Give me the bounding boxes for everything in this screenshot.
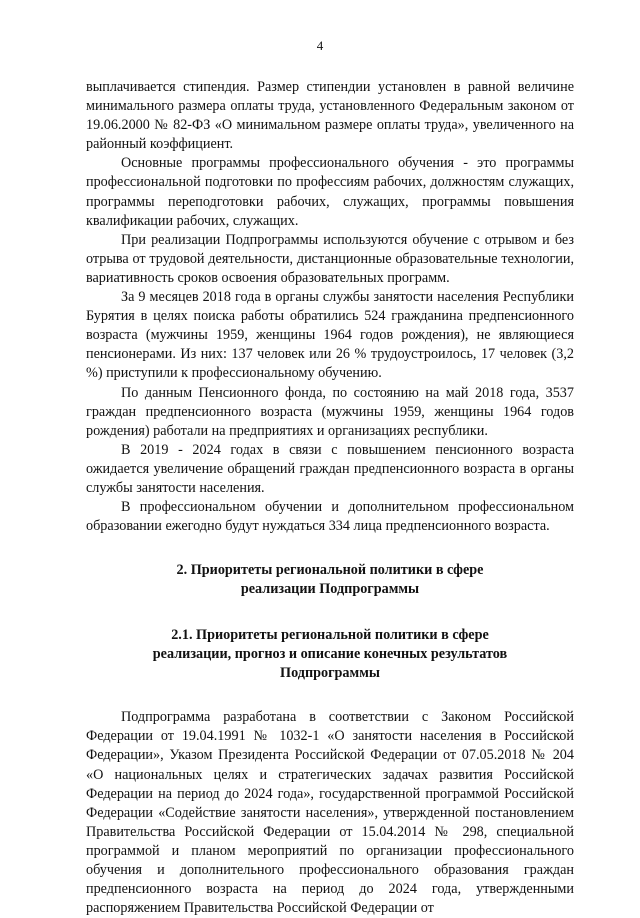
paragraph-training-demand: В профессиональном обучении и дополнительном профессиональном образовании ежегодно будут нуждаться 334 лица предпенсионного возраста. — [86, 499, 574, 535]
paragraph-employment-statistics: За 9 месяцев 2018 года в органы службы занятости населения Республики Бурятия в целях поиска работы обратились 524 гражданина предпенсионного возраста (мужчины 1959, женщины 1964 годов рождения), не являющиеся пенсионерами. Из них: 137 человек или 26 % трудоустроилось, 17 человек (3,2 %) приступили к профессиональному обучению. — [86, 289, 574, 382]
subsection-heading-line: Подпрограммы — [280, 665, 380, 682]
subsection-heading-line: реализации, прогноз и описание конечных результатов — [152, 646, 508, 663]
section-heading-line: 2. Приоритеты региональной политики в сфере — [176, 562, 484, 579]
page-content — [86, 78, 574, 918]
page-number: 4 — [316, 38, 324, 53]
paragraph-pension-fund-data: По данным Пенсионного фонда, по состоянию на май 2018 года, 3537 граждан предпенсионного возраста (мужчины 1959, женщины 1964 годов рождения) работали на предприятиях и организациях республики. — [86, 384, 574, 439]
section-heading-line: реализации Подпрограммы — [240, 581, 420, 598]
paragraph-training-programs: Основные программы профессионального обучения - это программы профессиональной подготовки по профессиям рабочих, должностям служащих, программы переподготовки рабочих, служащих, программы повышения квалификации рабочих, служащих. — [86, 155, 574, 229]
section-heading — [86, 561, 574, 599]
subsection-heading — [86, 626, 574, 683]
paragraph-legal-basis: Подпрограмма разработана в соответствии с Законом Российской Федерации от 19.04.1991 № 1032-1 «О занятости населения в Российской Федерации», Указом Президента Российской Федерации от 07.05.2018 № 204 «О национальных целях и стратегических задачах развития Российской Федерации на период до 2024 года», государственной программой Российской Федерации «Содействие занятости населения», утвержденной постановлением Правительства Российской Федерации от 15.04.2014 № 298, специальной программой и планом мероприятий по организации профессионального обучения и дополнительного профессионального образования граждан предпенсионного возраста на период до 2024 года, утвержденными распоряжением Правительства Российской Федерации от — [86, 709, 574, 917]
subsection-heading-line: 2.1. Приоритеты региональной политики в сфере — [171, 627, 489, 644]
paragraph-stipend: выплачивается стипендия. Размер стипендии установлен в равной величине минимального размера оплаты труда, установленного Федеральным законом от 19.06.2000 № 82-ФЗ «О минимальном размере оплаты труда», увеличенного на районный коэффициент. — [86, 79, 574, 153]
paragraph-training-forms: При реализации Подпрограммы используются обучение с отрывом и без отрыва от трудовой деятельности, дистанционные образовательные технологии, вариативность сроков освоения образовательных программ. — [86, 231, 574, 286]
paragraph-forecast: В 2019 - 2024 годах в связи с повышением пенсионного возраста ожидается увеличение обращений граждан предпенсионного возраста в органы службы занятости населения. — [86, 441, 574, 496]
